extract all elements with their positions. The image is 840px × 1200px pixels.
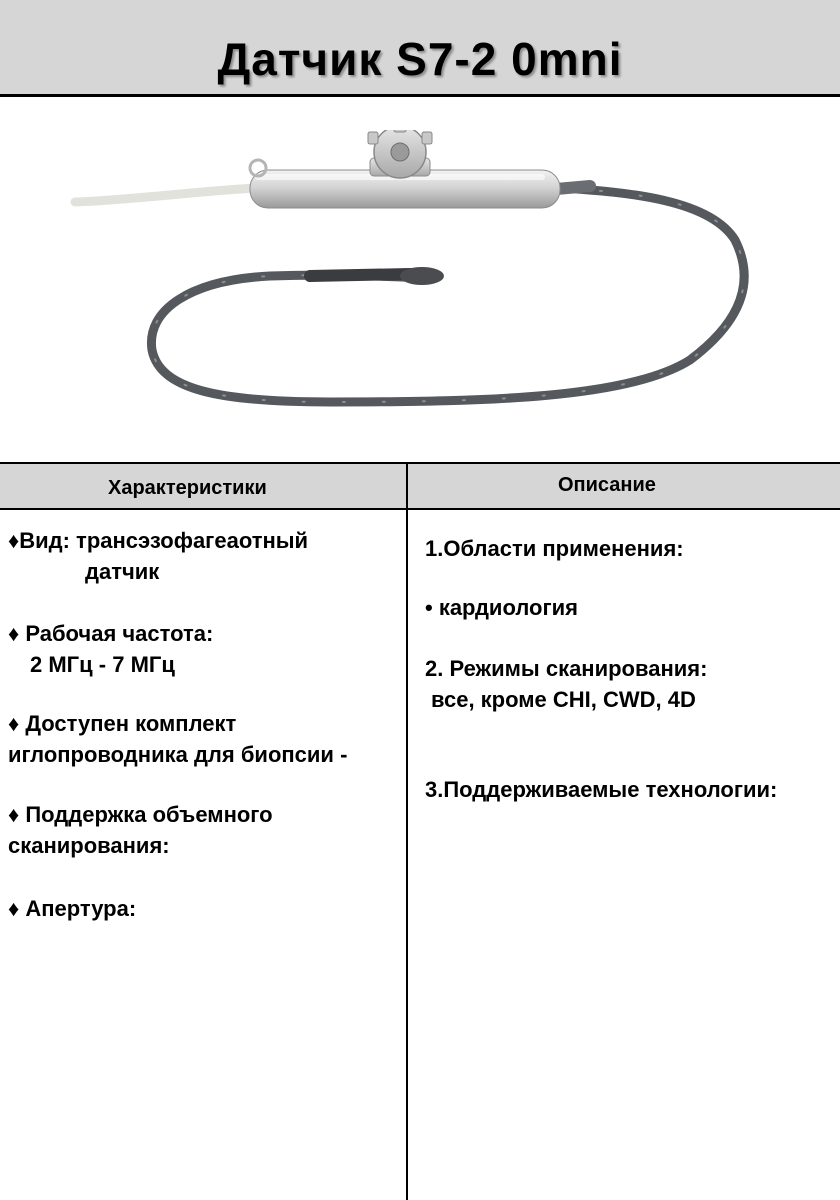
spec-frequency-label: ♦ Рабочая частота:: [8, 621, 214, 646]
spec-biopsy-line1: ♦ Доступен комплект: [8, 711, 237, 736]
spec-volume-line1: ♦ Поддержка объемного: [8, 802, 273, 827]
probe-photo: [70, 130, 770, 430]
spec-type-label: ♦Вид: трансэзофагеаотный: [8, 528, 309, 553]
col-header-description: Описание: [558, 474, 656, 496]
table-header: [0, 462, 840, 510]
desc-applications-title: 1.Области применения:: [425, 536, 684, 561]
desc-technologies-title: 3.Поддерживаемые технологии:: [425, 777, 778, 802]
page-title: Датчик S7-2 0mni: [217, 33, 623, 85]
spec-biopsy-line2: иглопроводника для биопсии -: [8, 742, 348, 767]
spec-type-value: датчик: [85, 559, 160, 584]
spec-volume-line2: сканирования:: [8, 833, 170, 858]
desc-modes-value: все, кроме CHI, CWD, 4D: [431, 687, 696, 712]
desc-modes-title: 2. Режимы сканирования:: [425, 656, 708, 681]
spec-aperture: ♦ Апертура:: [8, 896, 137, 921]
column-divider: [406, 462, 408, 1200]
col-header-characteristics: Характеристики: [108, 477, 267, 499]
spec-frequency-value: 2 МГц - 7 МГц: [30, 652, 175, 677]
desc-applications-item: • кардиология: [425, 595, 578, 620]
title-bar: [0, 0, 840, 97]
